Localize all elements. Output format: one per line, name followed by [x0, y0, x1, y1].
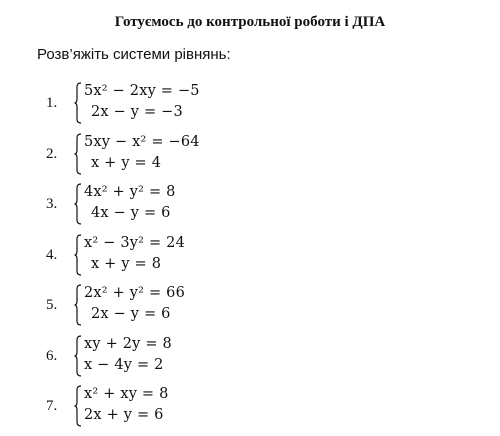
problem-list	[46, 82, 346, 436]
left-brace-icon	[74, 234, 82, 276]
problem-number: 5.	[46, 297, 58, 313]
equation-second: x + y = 8	[91, 255, 162, 272]
page-title: Готуємось до контрольної роботи і ДПА	[114, 14, 386, 30]
left-brace-icon	[74, 183, 82, 225]
problem-item	[46, 335, 346, 383]
left-brace-icon	[74, 335, 82, 377]
equation-second: 2x − y = 6	[91, 306, 171, 322]
equation-second: x + y = 4	[91, 154, 162, 171]
problem-item	[46, 82, 346, 130]
equation-first: 2x² + y² = 66	[84, 285, 186, 301]
problem-number: 3.	[46, 196, 58, 212]
problem-item	[46, 133, 346, 181]
equation-second: 2x + y = 6	[84, 407, 164, 423]
problem-number: 7.	[46, 398, 58, 414]
equation-first: x² − 3y² = 24	[84, 234, 186, 251]
equation-second: 2x − y = −3	[91, 104, 183, 120]
problem-item	[46, 385, 346, 433]
left-brace-icon	[74, 82, 82, 124]
problem-number: 6.	[46, 347, 58, 364]
left-brace-icon	[74, 284, 82, 326]
problem-item	[46, 183, 346, 231]
equation-first: 5x² − 2xy = −5	[84, 83, 200, 99]
equation-first: 4x² + y² = 8	[84, 184, 176, 200]
instructions-text: Розв’яжіть системи рівнянь:	[37, 46, 231, 63]
equation-first: 5xy − x² = −64	[84, 133, 200, 150]
left-brace-icon	[74, 133, 82, 175]
problem-number: 1.	[46, 95, 58, 111]
problem-item	[46, 284, 346, 332]
problem-number: 4.	[46, 246, 58, 263]
problem-number: 2.	[46, 145, 58, 162]
equation-first: x² + xy = 8	[84, 386, 169, 402]
equation-first: xy + 2y = 8	[84, 335, 172, 352]
problem-item	[46, 234, 346, 282]
left-brace-icon	[74, 385, 82, 427]
equation-second: 4x − y = 6	[91, 205, 171, 221]
equation-second: x − 4y = 2	[84, 356, 164, 373]
